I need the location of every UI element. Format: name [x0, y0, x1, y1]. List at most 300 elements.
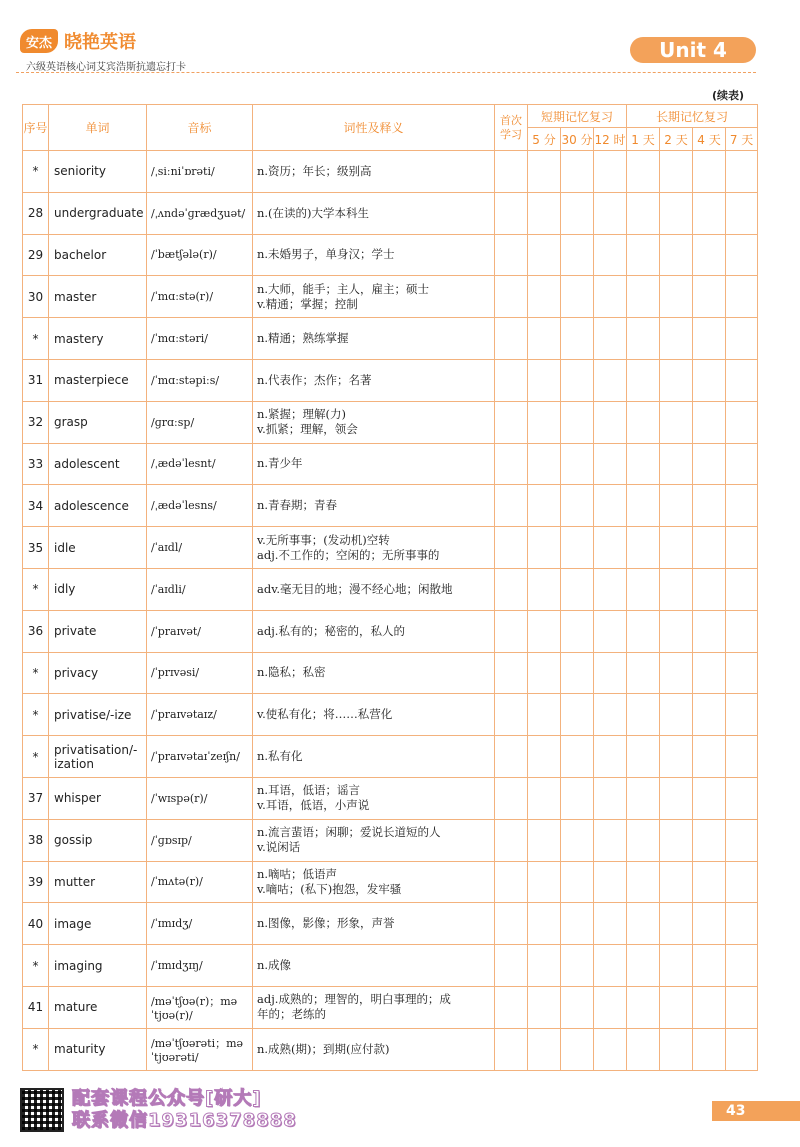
row-word: adolescent	[49, 443, 147, 485]
row-definition	[253, 986, 495, 1028]
review-checkbox-cell	[495, 610, 528, 652]
table-row	[23, 276, 758, 318]
review-checkbox-cell	[495, 151, 528, 193]
row-number: 31	[23, 359, 49, 401]
review-checkbox-cell	[594, 401, 627, 443]
review-checkbox-cell	[726, 318, 758, 360]
review-checkbox-cell	[726, 736, 758, 778]
review-checkbox-cell	[561, 694, 594, 736]
review-checkbox-cell	[561, 652, 594, 694]
definition-line: n.未婚男子，单身汉；学士	[257, 247, 395, 262]
row-phonetic: /məˈtʃʊə(r)；məˈtjʊə(r)/	[147, 986, 253, 1028]
brand-name: 晓艳英语	[64, 32, 136, 53]
review-checkbox-cell	[561, 151, 594, 193]
row-phonetic: /ˈbætʃələ(r)/	[147, 234, 253, 276]
row-phonetic: /ˌʌndəˈɡrædʒuət/	[147, 192, 253, 234]
table-row	[23, 694, 758, 736]
table-row	[23, 819, 758, 861]
review-checkbox-cell	[495, 276, 528, 318]
row-definition	[253, 736, 495, 778]
review-checkbox-cell	[627, 485, 660, 527]
row-phonetic: /ˈpraɪvətaɪˈzeɪʃn/	[147, 736, 253, 778]
review-checkbox-cell	[726, 151, 758, 193]
review-checkbox-cell	[627, 151, 660, 193]
review-checkbox-cell	[528, 443, 561, 485]
table-row	[23, 610, 758, 652]
review-checkbox-cell	[693, 777, 726, 819]
review-checkbox-cell	[627, 736, 660, 778]
row-word: mastery	[49, 318, 147, 360]
row-phonetic: /ˈprɪvəsi/	[147, 652, 253, 694]
row-phonetic: /ɡrɑːsp/	[147, 401, 253, 443]
review-checkbox-cell	[660, 610, 693, 652]
row-number: 28	[23, 192, 49, 234]
header-short: 短期记忆复习	[528, 105, 627, 128]
review-checkbox-cell	[627, 443, 660, 485]
review-checkbox-cell	[561, 610, 594, 652]
review-checkbox-cell	[561, 443, 594, 485]
definition-line: n.精通；熟练掌握	[257, 331, 349, 346]
row-word: idly	[49, 568, 147, 610]
review-checkbox-cell	[561, 945, 594, 987]
review-checkbox-cell	[561, 192, 594, 234]
row-number: *	[23, 652, 49, 694]
row-word: grasp	[49, 401, 147, 443]
header-word: 单词	[49, 105, 147, 151]
review-checkbox-cell	[693, 568, 726, 610]
review-checkbox-cell	[594, 568, 627, 610]
table-row	[23, 401, 758, 443]
review-checkbox-cell	[627, 861, 660, 903]
table-row	[23, 568, 758, 610]
review-checkbox-cell	[528, 527, 561, 569]
row-word: undergraduate	[49, 192, 147, 234]
row-definition	[253, 276, 495, 318]
review-checkbox-cell	[594, 1028, 627, 1070]
review-checkbox-cell	[693, 234, 726, 276]
row-phonetic: /ˈmʌtə(r)/	[147, 861, 253, 903]
review-checkbox-cell	[495, 736, 528, 778]
row-phonetic: /məˈtʃʊərəti；məˈtjʊərəti/	[147, 1028, 253, 1070]
review-checkbox-cell	[495, 234, 528, 276]
review-checkbox-cell	[594, 819, 627, 861]
row-number: 32	[23, 401, 49, 443]
row-number: *	[23, 151, 49, 193]
row-definition	[253, 819, 495, 861]
review-checkbox-cell	[528, 151, 561, 193]
definition-line: v.使私有化；将……私营化	[257, 707, 393, 722]
review-checkbox-cell	[693, 276, 726, 318]
unit-badge: Unit 4	[630, 37, 756, 63]
review-checkbox-cell	[528, 359, 561, 401]
definition-line: v.无所事事；(发动机)空转	[257, 532, 390, 547]
review-checkbox-cell	[627, 276, 660, 318]
review-checkbox-cell	[693, 903, 726, 945]
review-checkbox-cell	[627, 1028, 660, 1070]
review-checkbox-cell	[726, 401, 758, 443]
review-checkbox-cell	[627, 945, 660, 987]
row-number: 40	[23, 903, 49, 945]
review-checkbox-cell	[594, 736, 627, 778]
review-checkbox-cell	[726, 986, 758, 1028]
review-checkbox-cell	[528, 945, 561, 987]
row-word: masterpiece	[49, 359, 147, 401]
row-phonetic: /ˌædəˈlesns/	[147, 485, 253, 527]
review-checkbox-cell	[528, 652, 561, 694]
review-checkbox-cell	[594, 652, 627, 694]
row-definition	[253, 945, 495, 987]
review-checkbox-cell	[495, 318, 528, 360]
review-checkbox-cell	[561, 903, 594, 945]
row-word: private	[49, 610, 147, 652]
definition-line: n.紧握；理解(力)	[257, 407, 347, 422]
qr-code	[20, 1088, 64, 1132]
review-checkbox-cell	[726, 192, 758, 234]
review-checkbox-cell	[495, 359, 528, 401]
review-checkbox-cell	[660, 819, 693, 861]
review-checkbox-cell	[660, 694, 693, 736]
row-phonetic: /ˈpraɪvətaɪz/	[147, 694, 253, 736]
review-checkbox-cell	[660, 777, 693, 819]
row-phonetic: /ˈpraɪvət/	[147, 610, 253, 652]
row-definition	[253, 401, 495, 443]
row-definition	[253, 777, 495, 819]
review-checkbox-cell	[660, 234, 693, 276]
header-short-col: 12 时	[594, 128, 627, 151]
book-subtitle: 六级英语核心词艾宾浩斯抗遗忘打卡	[26, 62, 186, 73]
review-checkbox-cell	[693, 694, 726, 736]
review-checkbox-cell	[495, 819, 528, 861]
review-checkbox-cell	[561, 777, 594, 819]
review-checkbox-cell	[495, 401, 528, 443]
row-number: *	[23, 945, 49, 987]
definition-line: n.成熟(期)；到期(应付款)	[257, 1041, 390, 1056]
review-checkbox-cell	[528, 736, 561, 778]
review-checkbox-cell	[594, 192, 627, 234]
header-long-col: 2 天	[660, 128, 693, 151]
review-checkbox-cell	[726, 568, 758, 610]
definition-line: n.图像，影像；形象，声誉	[257, 916, 395, 931]
row-definition	[253, 318, 495, 360]
row-number: 38	[23, 819, 49, 861]
review-checkbox-cell	[495, 945, 528, 987]
table-row	[23, 151, 758, 193]
review-checkbox-cell	[660, 986, 693, 1028]
table-row	[23, 192, 758, 234]
row-number: 30	[23, 276, 49, 318]
definition-line: n.耳语，低语；谣言	[257, 783, 361, 798]
row-number: 36	[23, 610, 49, 652]
definition-line: n.(在读的)大学本科生	[257, 205, 370, 220]
header-short-col: 30 分	[561, 128, 594, 151]
definition-line: adj.成熟的；理智的，明白事理的；成	[257, 992, 451, 1007]
review-checkbox-cell	[693, 401, 726, 443]
row-definition	[253, 568, 495, 610]
review-checkbox-cell	[627, 234, 660, 276]
review-checkbox-cell	[693, 443, 726, 485]
brand-logo	[20, 28, 136, 54]
review-checkbox-cell	[561, 527, 594, 569]
row-phonetic: /ˈɪmɪdʒɪŋ/	[147, 945, 253, 987]
review-checkbox-cell	[594, 694, 627, 736]
vocab-table	[22, 104, 758, 1071]
review-checkbox-cell	[693, 986, 726, 1028]
review-checkbox-cell	[627, 359, 660, 401]
review-checkbox-cell	[528, 568, 561, 610]
row-number: *	[23, 736, 49, 778]
review-checkbox-cell	[660, 568, 693, 610]
review-checkbox-cell	[528, 485, 561, 527]
table-row	[23, 777, 758, 819]
row-definition	[253, 1028, 495, 1070]
review-checkbox-cell	[693, 861, 726, 903]
review-checkbox-cell	[561, 861, 594, 903]
row-number: 29	[23, 234, 49, 276]
row-number: 41	[23, 986, 49, 1028]
review-checkbox-cell	[660, 276, 693, 318]
row-word: seniority	[49, 151, 147, 193]
row-number: *	[23, 694, 49, 736]
review-checkbox-cell	[528, 903, 561, 945]
review-checkbox-cell	[660, 401, 693, 443]
row-phonetic: /ˌsiːniˈɒrəti/	[147, 151, 253, 193]
review-checkbox-cell	[627, 318, 660, 360]
row-number: *	[23, 318, 49, 360]
review-checkbox-cell	[561, 276, 594, 318]
header-def: 词性及释义	[253, 105, 495, 151]
row-word: maturity	[49, 1028, 147, 1070]
definition-line: v.嘀咕；(私下)抱怨，发牢骚	[257, 881, 402, 896]
review-checkbox-cell	[495, 652, 528, 694]
row-phonetic: /ˈmɑːstəri/	[147, 318, 253, 360]
row-number: *	[23, 1028, 49, 1070]
review-checkbox-cell	[528, 861, 561, 903]
review-checkbox-cell	[528, 192, 561, 234]
row-definition	[253, 485, 495, 527]
header-long: 长期记忆复习	[627, 105, 758, 128]
table-row	[23, 527, 758, 569]
row-word: mature	[49, 986, 147, 1028]
review-checkbox-cell	[594, 318, 627, 360]
review-checkbox-cell	[495, 443, 528, 485]
row-word: image	[49, 903, 147, 945]
review-checkbox-cell	[660, 652, 693, 694]
review-checkbox-cell	[693, 610, 726, 652]
review-checkbox-cell	[726, 485, 758, 527]
row-number: 35	[23, 527, 49, 569]
review-checkbox-cell	[693, 945, 726, 987]
row-word: imaging	[49, 945, 147, 987]
review-checkbox-cell	[726, 359, 758, 401]
table-row	[23, 318, 758, 360]
row-number: 39	[23, 861, 49, 903]
table-row	[23, 1028, 758, 1070]
review-checkbox-cell	[660, 903, 693, 945]
review-checkbox-cell	[627, 527, 660, 569]
table-row	[23, 945, 758, 987]
review-checkbox-cell	[660, 527, 693, 569]
review-checkbox-cell	[561, 234, 594, 276]
review-checkbox-cell	[726, 903, 758, 945]
definition-line: v.说闲话	[257, 840, 301, 855]
table-row	[23, 986, 758, 1028]
review-checkbox-cell	[726, 652, 758, 694]
review-checkbox-cell	[627, 777, 660, 819]
review-checkbox-cell	[528, 777, 561, 819]
review-checkbox-cell	[594, 276, 627, 318]
definition-line: n.代表作；杰作；名著	[257, 372, 372, 387]
definition-line: n.青少年	[257, 456, 303, 471]
review-checkbox-cell	[561, 736, 594, 778]
review-checkbox-cell	[594, 527, 627, 569]
review-checkbox-cell	[594, 903, 627, 945]
review-checkbox-cell	[594, 610, 627, 652]
row-word: privatisation/-ization	[49, 736, 147, 778]
review-checkbox-cell	[528, 819, 561, 861]
review-checkbox-cell	[726, 819, 758, 861]
review-checkbox-cell	[594, 234, 627, 276]
row-word: whisper	[49, 777, 147, 819]
row-phonetic: /ˈwɪspə(r)/	[147, 777, 253, 819]
table-row	[23, 485, 758, 527]
review-checkbox-cell	[594, 861, 627, 903]
review-checkbox-cell	[561, 318, 594, 360]
row-word: privacy	[49, 652, 147, 694]
row-word: privatise/-ize	[49, 694, 147, 736]
row-definition	[253, 359, 495, 401]
definition-line: n.隐私；私密	[257, 665, 326, 680]
review-checkbox-cell	[495, 694, 528, 736]
review-checkbox-cell	[627, 986, 660, 1028]
review-checkbox-cell	[726, 694, 758, 736]
review-checkbox-cell	[561, 986, 594, 1028]
review-checkbox-cell	[627, 192, 660, 234]
review-checkbox-cell	[528, 986, 561, 1028]
review-checkbox-cell	[495, 568, 528, 610]
review-checkbox-cell	[693, 151, 726, 193]
definition-line: n.资历；年长；级别高	[257, 163, 372, 178]
review-checkbox-cell	[561, 359, 594, 401]
review-checkbox-cell	[660, 318, 693, 360]
review-checkbox-cell	[528, 276, 561, 318]
brand-badge: 安杰	[20, 29, 58, 53]
row-definition	[253, 192, 495, 234]
header-long-col: 1 天	[627, 128, 660, 151]
table-row	[23, 861, 758, 903]
table-row	[23, 652, 758, 694]
review-checkbox-cell	[495, 485, 528, 527]
header-short-col: 5 分	[528, 128, 561, 151]
footer-ad	[20, 1088, 297, 1132]
review-checkbox-cell	[528, 694, 561, 736]
review-checkbox-cell	[528, 234, 561, 276]
table-row	[23, 359, 758, 401]
review-checkbox-cell	[594, 443, 627, 485]
table-row	[23, 443, 758, 485]
row-word: bachelor	[49, 234, 147, 276]
review-checkbox-cell	[693, 318, 726, 360]
row-phonetic: /ˈɪmɪdʒ/	[147, 903, 253, 945]
row-phonetic: /ˌædəˈlesnt/	[147, 443, 253, 485]
review-checkbox-cell	[561, 401, 594, 443]
definition-line: n.私有化	[257, 749, 303, 764]
row-phonetic: /ˈaɪdl/	[147, 527, 253, 569]
row-word: master	[49, 276, 147, 318]
definition-line: adj.不工作的；空闲的；无所事事的	[257, 547, 440, 562]
row-phonetic: /ˈmɑːstəpiːs/	[147, 359, 253, 401]
review-checkbox-cell	[594, 945, 627, 987]
review-checkbox-cell	[660, 151, 693, 193]
row-definition	[253, 527, 495, 569]
review-checkbox-cell	[594, 485, 627, 527]
definition-line: adv.毫无目的地；漫不经心地；闲散地	[257, 581, 453, 596]
review-checkbox-cell	[660, 1028, 693, 1070]
review-checkbox-cell	[495, 861, 528, 903]
row-definition	[253, 903, 495, 945]
row-definition	[253, 694, 495, 736]
review-checkbox-cell	[627, 568, 660, 610]
row-word: gossip	[49, 819, 147, 861]
review-checkbox-cell	[693, 736, 726, 778]
table-row	[23, 903, 758, 945]
review-checkbox-cell	[693, 819, 726, 861]
review-checkbox-cell	[726, 777, 758, 819]
header-divider	[16, 72, 756, 73]
review-checkbox-cell	[693, 652, 726, 694]
review-checkbox-cell	[627, 401, 660, 443]
review-checkbox-cell	[495, 192, 528, 234]
header-first: 首次学习	[495, 105, 528, 151]
row-phonetic: /ˈmɑːstə(r)/	[147, 276, 253, 318]
row-number: 37	[23, 777, 49, 819]
review-checkbox-cell	[693, 1028, 726, 1070]
review-checkbox-cell	[627, 694, 660, 736]
review-checkbox-cell	[594, 151, 627, 193]
continued-label: (续表)	[712, 89, 745, 102]
table-row	[23, 736, 758, 778]
review-checkbox-cell	[561, 1028, 594, 1070]
header-ipa: 音标	[147, 105, 253, 151]
review-checkbox-cell	[660, 945, 693, 987]
header-long-col: 4 天	[693, 128, 726, 151]
review-checkbox-cell	[528, 610, 561, 652]
definition-line: n.流言蜚语；闲聊；爱说长道短的人	[257, 825, 441, 840]
row-definition	[253, 151, 495, 193]
review-checkbox-cell	[693, 485, 726, 527]
header-long-col: 7 天	[726, 128, 758, 151]
header-no: 序号	[23, 105, 49, 151]
definition-line: v.抓紧；理解，领会	[257, 422, 358, 437]
review-checkbox-cell	[627, 652, 660, 694]
review-checkbox-cell	[726, 527, 758, 569]
review-checkbox-cell	[528, 318, 561, 360]
review-checkbox-cell	[528, 1028, 561, 1070]
review-checkbox-cell	[693, 359, 726, 401]
row-word: adolescence	[49, 485, 147, 527]
row-number: 34	[23, 485, 49, 527]
row-definition	[253, 652, 495, 694]
review-checkbox-cell	[561, 485, 594, 527]
review-checkbox-cell	[726, 610, 758, 652]
row-number: 33	[23, 443, 49, 485]
ad-line-1: 配套课程公众号[研大]	[72, 1088, 262, 1109]
definition-line: n.成像	[257, 958, 292, 973]
review-checkbox-cell	[594, 986, 627, 1028]
review-checkbox-cell	[561, 568, 594, 610]
review-checkbox-cell	[495, 986, 528, 1028]
review-checkbox-cell	[594, 359, 627, 401]
review-checkbox-cell	[726, 443, 758, 485]
